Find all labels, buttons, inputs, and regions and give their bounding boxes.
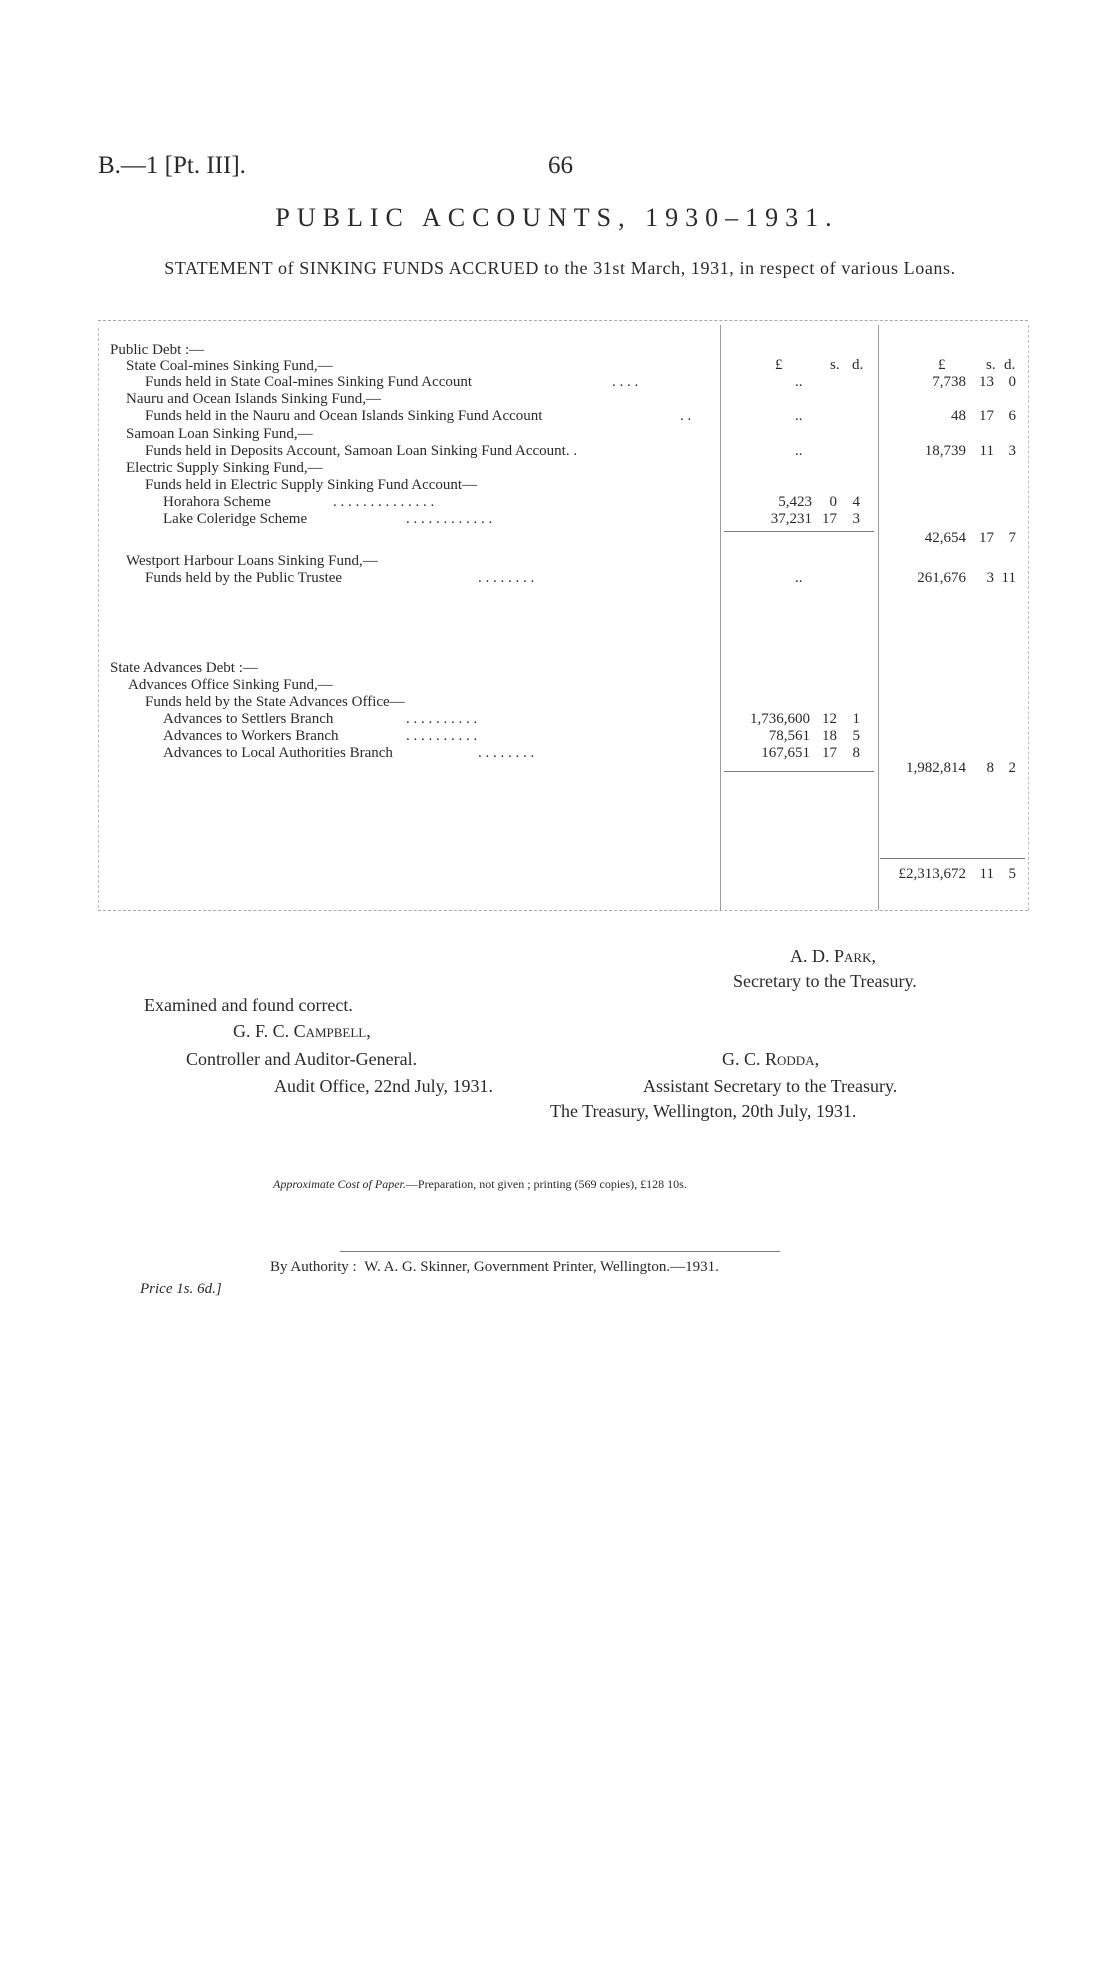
col1-nil: .. [795, 408, 803, 424]
fund-advances-office: Advances Office Sinking Fund,— [128, 677, 333, 693]
col1-shillings-header: s. [830, 357, 840, 373]
col1-pence: 3 [852, 511, 860, 527]
table-right-border [1028, 325, 1029, 910]
col2-shillings: 8 [986, 760, 994, 776]
col1-pence: 1 [852, 711, 860, 727]
col2-shillings: 17 [979, 408, 994, 424]
col2-pounds: 1,982,814 [906, 760, 966, 776]
sinking-funds-table [0, 0, 1114, 920]
printer-authority [270, 1259, 719, 1276]
column-divider-1 [720, 325, 721, 910]
price: Price 1s. 6d.] [140, 1281, 222, 1297]
col1-pounds: 5,423 [778, 494, 812, 510]
dot-leaders: . . . . [612, 374, 639, 390]
col2-shillings: 13 [979, 374, 994, 390]
row-label: Advances to Local Authorities Branch [163, 745, 393, 761]
col1-shillings: 17 [822, 511, 837, 527]
row-label: Advances to Settlers Branch [163, 711, 334, 727]
col2-pence: 3 [1008, 443, 1016, 459]
signatory-rodda-title: Assistant Secretary to the Treasury. [643, 1076, 898, 1096]
dot-leaders: . . . . . . . . [478, 745, 535, 761]
dot-leaders: . . . . . . . . . . [406, 728, 478, 744]
col2-shillings: 17 [979, 530, 994, 546]
row-label: Lake Coleridge Scheme [163, 511, 308, 527]
dot-leaders: . . . . . . . . [478, 570, 535, 586]
statement-title: STATEMENT of SINKING FUNDS ACCRUED to the 31st March, 1931, in respect of various Loans. [164, 258, 956, 278]
section-public-debt: Public Debt :— [110, 342, 205, 358]
cost-label: Approximate Cost of Paper. [273, 1177, 406, 1191]
col1-pence: 4 [852, 494, 860, 510]
col2-pounds: 7,738 [932, 374, 966, 390]
col1-nil: .. [795, 374, 803, 390]
col1-nil: .. [795, 570, 803, 586]
total-rule [880, 858, 1025, 859]
col2-shillings: 11 [979, 443, 994, 459]
fund-westport: Westport Harbour Loans Sinking Fund,— [126, 553, 378, 569]
row-label: Funds held in the Nauru and Ocean Islands Sinking Fund Account [145, 408, 543, 424]
authority-text: W. A. G. Skinner, Government Printer, Wellington.—1931. [364, 1259, 719, 1275]
row-label: Funds held in Deposits Account, Samoan Loan Sinking Fund Account. . [145, 443, 578, 459]
row-label: Funds held by the State Advances Office— [145, 694, 405, 710]
column-divider-2 [878, 325, 879, 910]
col1-pounds-header: £ [775, 357, 783, 373]
col2-shillings-header: s. [986, 357, 996, 373]
treasury-date: The Treasury, Wellington, 20th July, 1931. [550, 1101, 857, 1121]
col2-pence: 7 [1008, 530, 1016, 546]
col1-pounds: 167,651 [761, 745, 810, 761]
col1-shillings: 12 [822, 711, 837, 727]
col1-nil: .. [795, 443, 803, 459]
cost-text: —Preparation, not given ; printing (569 copies), £128 10s. [405, 1177, 687, 1191]
signatory-campbell-title: Controller and Auditor-General. [186, 1049, 418, 1069]
col2-shillings: 3 [986, 570, 994, 586]
signatory-campbell: G. F. C. Campbell, [233, 1021, 371, 1041]
cost-of-paper [273, 1177, 687, 1192]
col2-pence: 11 [1001, 570, 1016, 586]
table-left-border [98, 328, 99, 908]
authority-label: By Authority : [270, 1259, 357, 1275]
fund-electric: Electric Supply Sinking Fund,— [126, 460, 323, 476]
subtotal-rule [724, 531, 874, 532]
dot-leaders: . . [680, 408, 692, 424]
page-number: 66 [548, 152, 573, 179]
page-title: PUBLIC ACCOUNTS, 1930–1931. [275, 203, 839, 232]
col2-pounds: 261,676 [917, 570, 966, 586]
col1-pounds: 37,231 [770, 511, 812, 527]
audit-office-date: Audit Office, 22nd July, 1931. [274, 1076, 493, 1096]
grand-total-pence: 5 [1008, 866, 1016, 882]
col2-pence: 2 [1008, 760, 1016, 776]
col1-shillings: 17 [822, 745, 837, 761]
row-label: Funds held in State Coal-mines Sinking Fund Account [145, 374, 473, 390]
col1-shillings: 0 [829, 494, 837, 510]
col2-pence: 0 [1008, 374, 1016, 390]
footer-rule [340, 1251, 780, 1252]
signatory-park-title: Secretary to the Treasury. [733, 971, 917, 991]
fund-nauru: Nauru and Ocean Islands Sinking Fund,— [126, 391, 381, 407]
col1-pounds: 78,561 [768, 728, 810, 744]
col2-pounds: 48 [951, 408, 966, 424]
dot-leaders: . . . . . . . . . . . . . . [333, 494, 435, 510]
col1-pounds: 1,736,600 [750, 711, 810, 727]
signatory-rodda: G. C. Rodda, [722, 1049, 820, 1069]
fund-coal-mines: State Coal-mines Sinking Fund,— [126, 358, 333, 374]
row-label: Funds held by the Public Trustee [145, 570, 343, 586]
col1-pence-header: d. [852, 357, 864, 373]
col2-pounds: 42,654 [924, 530, 966, 546]
col2-pence: 6 [1008, 408, 1016, 424]
subtotal-rule [724, 771, 874, 772]
dot-leaders: . . . . . . . . . . [406, 711, 478, 727]
row-label: Funds held in Electric Supply Sinking Fund Account— [145, 477, 478, 493]
row-label: Horahora Scheme [163, 494, 271, 510]
signatory-park: A. D. Park, [790, 946, 876, 966]
row-label: Advances to Workers Branch [163, 728, 339, 744]
col2-pounds: 18,739 [924, 443, 966, 459]
section-state-advances: State Advances Debt :— [110, 660, 258, 676]
col1-pence: 5 [852, 728, 860, 744]
grand-total-pounds: £2,313,672 [898, 866, 966, 882]
grand-total-shillings: 11 [979, 866, 994, 882]
col1-shillings: 18 [822, 728, 837, 744]
examined-note: Examined and found correct. [144, 995, 353, 1015]
col2-pence-header: d. [1004, 357, 1016, 373]
table-top-rule [98, 320, 1028, 321]
document-reference: B.—1 [Pt. III]. [98, 152, 246, 179]
col1-pence: 8 [852, 745, 860, 761]
table-bottom-rule [98, 910, 1028, 911]
dot-leaders: . . . . . . . . . . . . [406, 511, 493, 527]
fund-samoan: Samoan Loan Sinking Fund,— [126, 426, 313, 442]
col2-pounds-header: £ [938, 357, 946, 373]
